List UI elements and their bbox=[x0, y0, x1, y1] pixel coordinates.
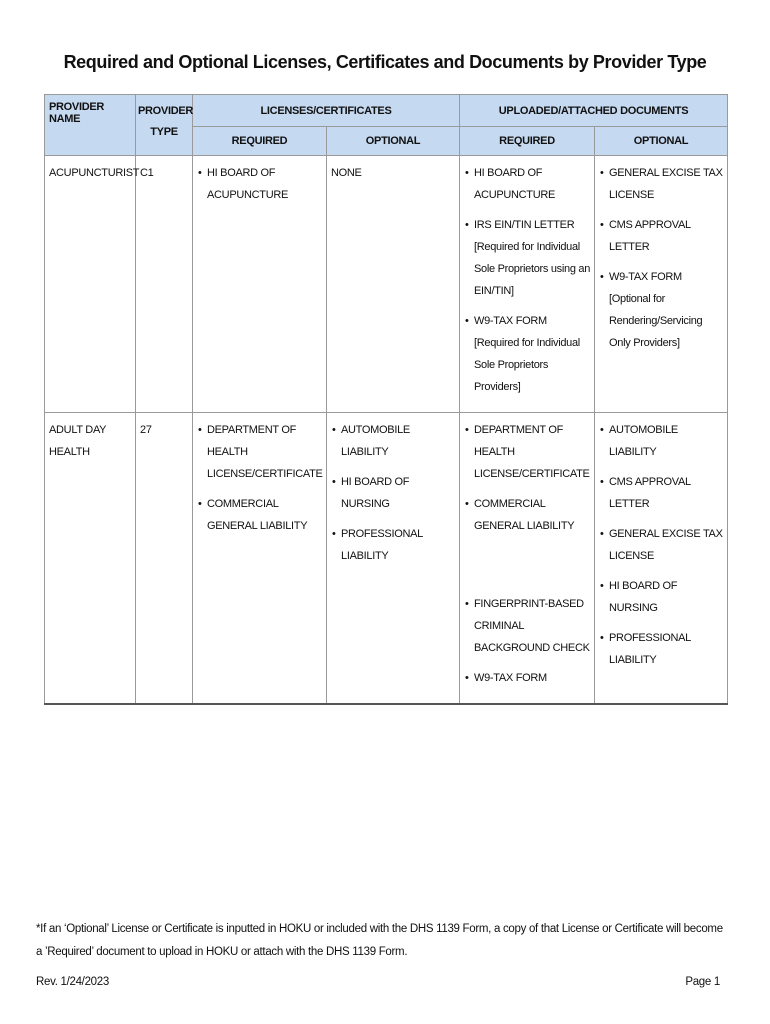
header-licenses-optional: OPTIONAL bbox=[327, 127, 460, 156]
header-provider-type: PROVIDER TYPE bbox=[136, 95, 193, 156]
list-item: • IRS EIN/TIN LETTER [Required for Individual Sole Proprietors using an EIN/TIN] bbox=[464, 214, 590, 302]
provider-name-cell: ACUPUNCTURIST bbox=[45, 156, 136, 413]
page-title: Required and Optional Licenses, Certificates and Documents by Provider Type bbox=[63, 52, 707, 72]
provider-type-cell: 27 bbox=[136, 413, 193, 705]
list-item: • DEPARTMENT OF HEALTH LICENSE/CERTIFICATE bbox=[464, 419, 590, 485]
list-item: • HI BOARD OF ACUPUNCTURE bbox=[197, 162, 322, 206]
provider-requirements-table bbox=[44, 94, 728, 705]
list-item: • GENERAL EXCISE TAX LICENSE bbox=[599, 162, 723, 206]
licenses-optional-cell bbox=[327, 413, 460, 705]
list-item: • AUTOMOBILE LIABILITY bbox=[331, 419, 455, 463]
licenses-optional-cell bbox=[327, 156, 460, 413]
list-item: • AUTOMOBILE LIABILITY bbox=[599, 419, 723, 463]
documents-required-cell bbox=[460, 156, 595, 413]
list-item: • FINGERPRINT-BASED CRIMINAL BACKGROUND CHECK bbox=[464, 593, 590, 659]
list-item: • COMMERCIAL GENERAL LIABILITY bbox=[197, 493, 322, 537]
revision-date: Rev. 1/24/2023 bbox=[36, 976, 109, 988]
header-uploaded-documents: UPLOADED/ATTACHED DOCUMENTS bbox=[460, 95, 728, 127]
list-item: • HI BOARD OF NURSING bbox=[599, 575, 723, 619]
list-item: • PROFESSIONAL LIABILITY bbox=[599, 627, 723, 671]
list-item: • PROFESSIONAL LIABILITY bbox=[331, 523, 455, 567]
provider-type-cell: C1 bbox=[136, 156, 193, 413]
page-number: Page 1 bbox=[685, 976, 720, 988]
list-item: • DEPARTMENT OF HEALTH LICENSE/CERTIFICATE bbox=[197, 419, 322, 485]
list-item: • W9-TAX FORM bbox=[464, 667, 590, 689]
licenses-required-cell bbox=[193, 413, 327, 705]
table-row bbox=[45, 156, 728, 413]
documents-optional-cell bbox=[595, 413, 728, 705]
none-text: NONE bbox=[331, 167, 362, 179]
table-row bbox=[45, 413, 728, 705]
list-item: • GENERAL EXCISE TAX LICENSE bbox=[599, 523, 723, 567]
header-provider-name: PROVIDER NAME bbox=[45, 95, 136, 156]
list-item: • HI BOARD OF ACUPUNCTURE bbox=[464, 162, 590, 206]
documents-optional-cell bbox=[595, 156, 728, 413]
list-item: • W9-TAX FORM [Optional for Rendering/Servicing Only Providers] bbox=[599, 266, 723, 354]
footnote: *If an ‘Optional’ License or Certificate is inputted in HOKU or included with the DHS 1139 Form, a copy of that License or Certificate will become a ’Required’ document to upload in HOKU or attach with the DHS 1139 Form. bbox=[36, 923, 723, 958]
list-item: • HI BOARD OF NURSING bbox=[331, 471, 455, 515]
licenses-required-cell bbox=[193, 156, 327, 413]
header-licenses-required: REQUIRED bbox=[193, 127, 327, 156]
list-item: • COMMERCIAL GENERAL LIABILITY bbox=[464, 493, 590, 537]
list-item: • CMS APPROVAL LETTER bbox=[599, 214, 723, 258]
header-documents-required: REQUIRED bbox=[460, 127, 595, 156]
header-documents-optional: OPTIONAL bbox=[595, 127, 728, 156]
list-item: • CMS APPROVAL LETTER bbox=[599, 471, 723, 515]
documents-required-cell bbox=[460, 413, 595, 705]
provider-name-cell: ADULT DAY HEALTH bbox=[45, 413, 136, 705]
list-item: • W9-TAX FORM [Required for Individual Sole Proprietors Providers] bbox=[464, 310, 590, 398]
header-licenses-certificates: LICENSES/CERTIFICATES bbox=[193, 95, 460, 127]
